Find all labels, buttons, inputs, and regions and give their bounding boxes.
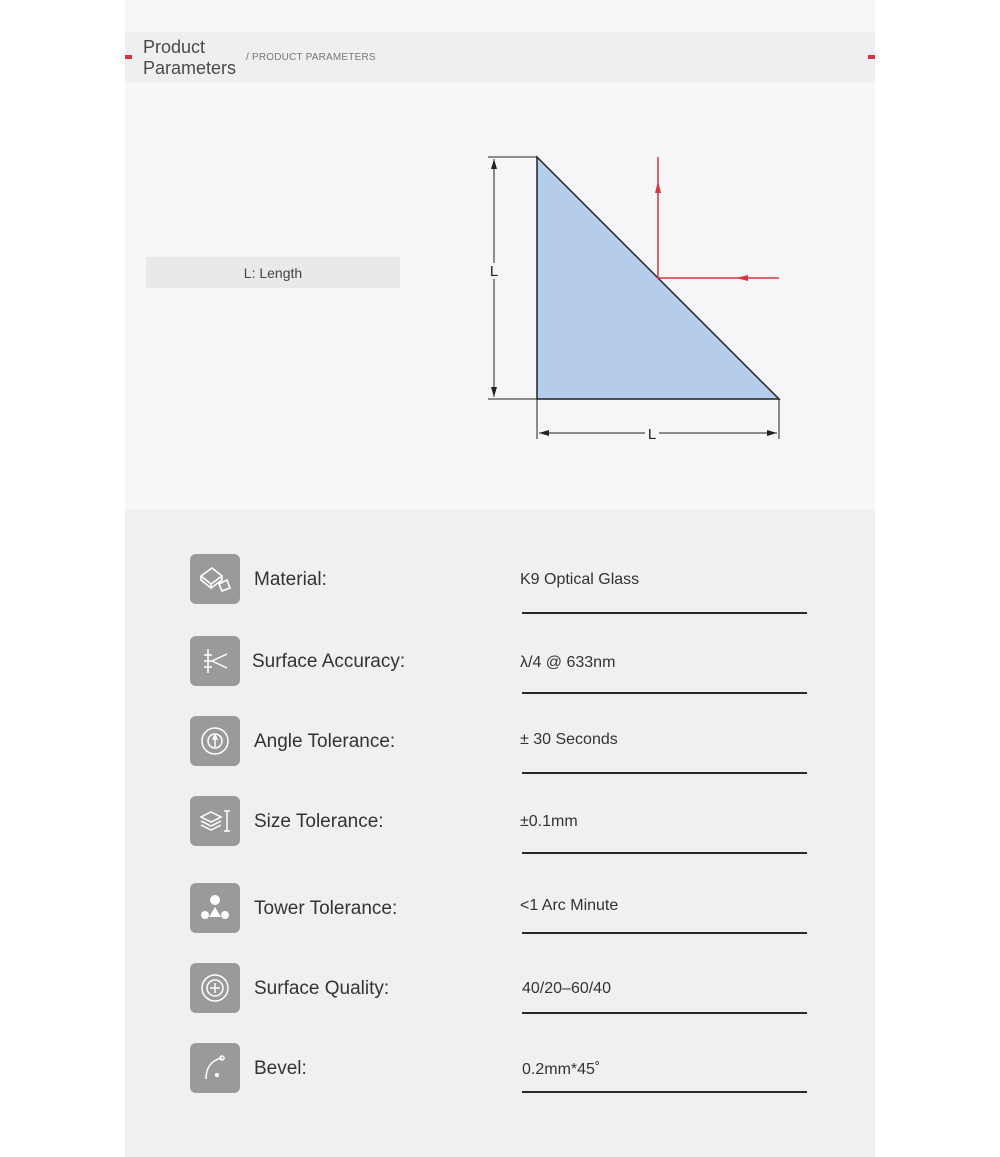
ray-arrow-up xyxy=(655,181,661,193)
spec-underline xyxy=(522,772,807,774)
surface-accuracy-icon xyxy=(190,636,240,686)
spec-row-surface-quality xyxy=(125,963,875,1043)
dim-arrow-up xyxy=(491,159,497,169)
spec-value: K9 Optical Glass xyxy=(520,571,640,588)
spec-underline xyxy=(522,612,807,614)
page-subtitle: / PRODUCT PARAMETERS xyxy=(246,52,376,63)
spec-label: Size Tolerance: xyxy=(254,811,384,832)
spec-row-tower-tolerance xyxy=(125,883,875,963)
dim-arrow-down xyxy=(491,387,497,397)
spec-label: Bevel: xyxy=(254,1058,307,1079)
title-line-1: Product xyxy=(143,37,206,57)
spec-underline xyxy=(522,692,807,694)
spec-section xyxy=(125,509,875,1157)
spec-value: λ/4 @ 633nm xyxy=(520,654,616,671)
spec-underline xyxy=(522,852,807,854)
spec-row-material xyxy=(125,554,875,634)
dim-label-vertical: L xyxy=(489,263,499,280)
legend-text: L: Length xyxy=(243,264,303,281)
header-accent-left xyxy=(125,55,132,59)
spec-value: 40/20–60/40 xyxy=(522,980,611,997)
angle-tolerance-icon xyxy=(190,716,240,766)
ray-arrow-left xyxy=(736,275,748,281)
page-title xyxy=(143,37,236,79)
spec-row-surface-accuracy xyxy=(125,636,875,716)
spec-row-angle-tolerance xyxy=(125,716,875,796)
prism-diagram xyxy=(480,145,790,450)
spec-value: ± 30 Seconds xyxy=(520,731,618,748)
header-accent-right xyxy=(868,55,875,59)
title-line-2: Parameters xyxy=(143,58,237,78)
spec-underline xyxy=(522,1012,807,1014)
spec-value: ±0.1mm xyxy=(520,813,578,830)
dim-arrow-left xyxy=(539,430,549,436)
spec-underline xyxy=(522,932,807,934)
spec-value: 0.2mm*45˚ xyxy=(522,1061,601,1078)
bevel-icon xyxy=(190,1043,240,1093)
spec-row-size-tolerance xyxy=(125,796,875,876)
spec-row-bevel xyxy=(125,1043,875,1123)
legend-box xyxy=(146,257,400,288)
spec-label: Tower Tolerance: xyxy=(254,898,398,919)
spec-label: Material: xyxy=(254,569,327,590)
spec-label: Angle Tolerance: xyxy=(254,731,396,752)
surface-quality-icon xyxy=(190,963,240,1013)
spec-label: Surface Accuracy: xyxy=(252,651,406,672)
material-icon xyxy=(190,554,240,604)
header-band xyxy=(125,32,875,82)
spec-value: <1 Arc Minute xyxy=(520,897,619,914)
spec-underline xyxy=(522,1091,807,1093)
dim-label-horizontal: L xyxy=(647,426,657,443)
tower-tolerance-icon xyxy=(190,883,240,933)
size-tolerance-icon xyxy=(190,796,240,846)
dim-arrow-right xyxy=(767,430,777,436)
spec-label: Surface Quality: xyxy=(254,978,390,999)
